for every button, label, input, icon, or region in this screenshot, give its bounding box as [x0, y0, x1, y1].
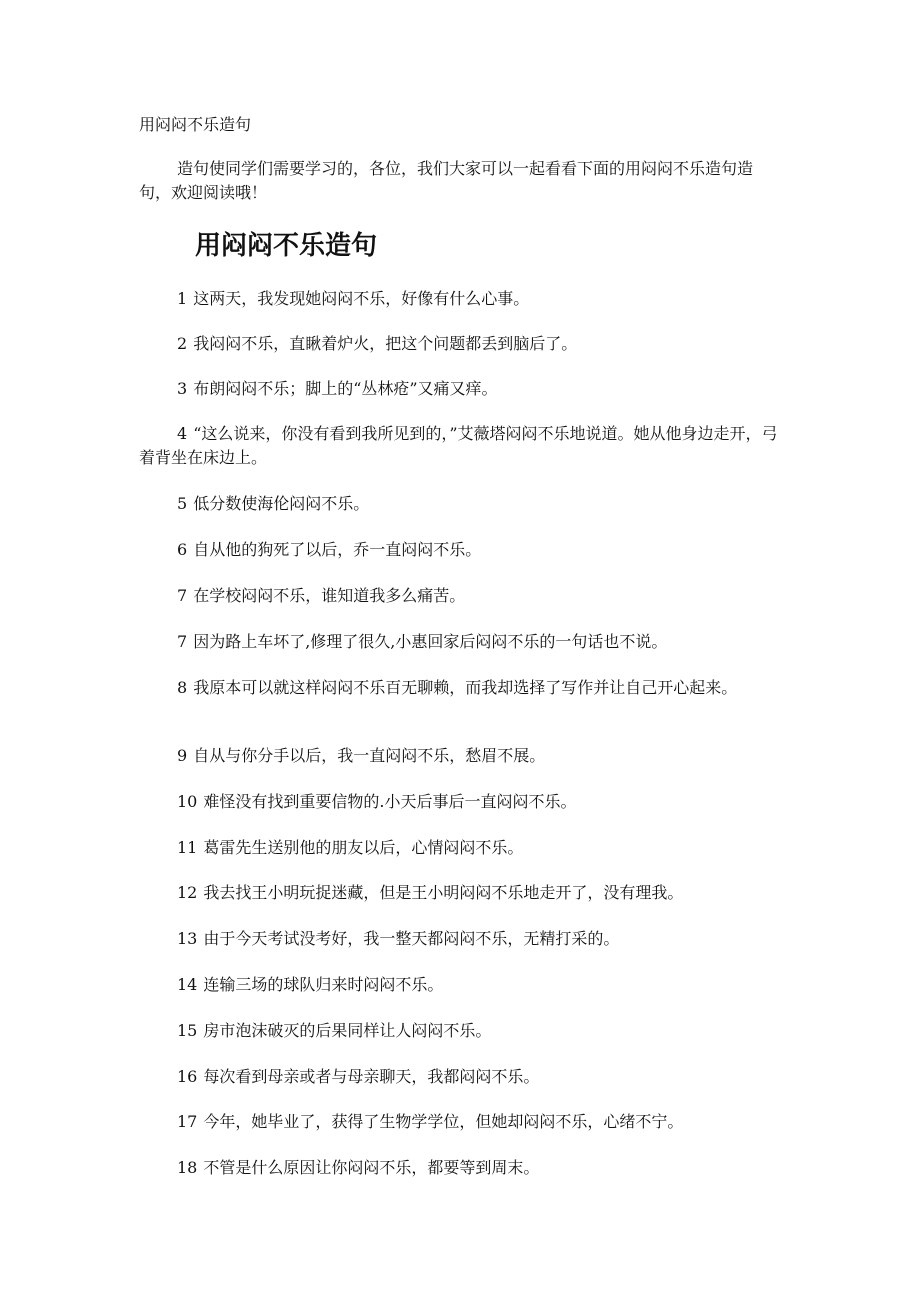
sentence-number: 8: [177, 678, 188, 697]
sentence-number: 15: [177, 1021, 198, 1040]
sentence-text: 布朗闷闷不乐；脚上的“丛林疮”又痛又痒。: [193, 379, 498, 398]
sentence-text: 连输三场的球队归来时闷闷不乐。: [203, 975, 444, 994]
intro-paragraph: 造句使同学们需要学习的，各位，我们大家可以一起看看下面的用闷闷不乐造句造句，欢迎阅读哦！: [139, 159, 754, 202]
sentence-number: 13: [177, 929, 198, 948]
sentence-item: [139, 744, 779, 768]
sentence-text: 今年，她毕业了，获得了生物学学位，但她却闷闷不乐，心绪不宁。: [203, 1112, 684, 1131]
sentence-item: [139, 1019, 779, 1043]
sentence-number: 7: [177, 632, 188, 651]
sentence-item: [139, 1156, 779, 1180]
sentence-item: [139, 422, 779, 470]
sentence-item: [139, 881, 779, 905]
sentence-item: [139, 630, 779, 654]
sentence-number: 6: [177, 540, 188, 559]
sentence-item: [139, 973, 779, 997]
sentence-item: [139, 332, 779, 356]
sentence-text: 因为路上车坏了,修理了很久,小惠回家后闷闷不乐的一句话也不说。: [193, 632, 668, 651]
sentence-number: 14: [177, 975, 198, 994]
document-title: 用闷闷不乐造句: [139, 115, 252, 134]
sentence-number: 11: [177, 838, 198, 857]
sentence-text: 不管是什么原因让你闷闷不乐，都要等到周末。: [203, 1158, 540, 1177]
sentence-text: “这么说来，你没有看到我所见到的，”艾薇塔闷闷不乐地说道。她从他身边走开，弓着背坐在床边上。: [139, 424, 778, 467]
section-heading: 用闷闷不乐造句: [195, 231, 378, 261]
sentence-number: 9: [177, 746, 188, 765]
sentence-number: 17: [177, 1112, 198, 1131]
sentence-item: [139, 287, 779, 311]
sentence-text: 这两天，我发现她闷闷不乐，好像有什么心事。: [193, 289, 530, 308]
sentence-text: 我去找王小明玩捉迷藏，但是王小明闷闷不乐地走开了，没有理我。: [203, 883, 684, 902]
sentence-item: [139, 1065, 779, 1089]
sentence-text: 我闷闷不乐，直瞅着炉火，把这个问题都丢到脑后了。: [193, 334, 578, 353]
sentence-text: 房市泡沫破灭的后果同样让人闷闷不乐。: [203, 1021, 492, 1040]
sentence-item: [139, 836, 779, 860]
sentence-number: 3: [177, 379, 188, 398]
sentence-number: 2: [177, 334, 188, 353]
sentence-text: 低分数使海伦闷闷不乐。: [193, 494, 370, 513]
sentence-item: [139, 1110, 779, 1134]
sentence-text: 我原本可以就这样闷闷不乐百无聊赖，而我却选择了写作并让自己开心起来。: [193, 678, 738, 697]
sentence-number: 12: [177, 883, 198, 902]
sentence-item: [139, 676, 779, 700]
sentence-item: [139, 584, 779, 608]
sentence-text: 由于今天考试没考好，我一整天都闷闷不乐，无精打采的。: [203, 929, 620, 948]
sentence-number: 7: [177, 586, 188, 605]
sentence-item: [139, 538, 779, 562]
sentence-number: 18: [177, 1158, 198, 1177]
sentence-item: [139, 927, 779, 951]
sentence-item: [139, 790, 779, 814]
sentence-number: 16: [177, 1067, 198, 1086]
sentence-text: 每次看到母亲或者与母亲聊天，我都闷闷不乐。: [203, 1067, 540, 1086]
sentence-text: 难怪没有找到重要信物的.小天后事后一直闷闷不乐。: [203, 792, 577, 811]
sentence-item: [139, 377, 779, 401]
sentence-text: 在学校闷闷不乐，谁知道我多么痛苦。: [193, 586, 466, 605]
sentence-number: 5: [177, 494, 188, 513]
sentence-item: [139, 492, 779, 516]
sentence-number: 4: [177, 424, 188, 443]
sentence-text: 自从他的狗死了以后，乔一直闷闷不乐。: [193, 540, 482, 559]
sentence-number: 10: [177, 792, 198, 811]
sentence-text: 自从与你分手以后，我一直闷闷不乐，愁眉不展。: [193, 746, 546, 765]
sentence-text: 葛雷先生送别他的朋友以后，心情闷闷不乐。: [203, 838, 524, 857]
sentence-number: 1: [177, 289, 188, 308]
